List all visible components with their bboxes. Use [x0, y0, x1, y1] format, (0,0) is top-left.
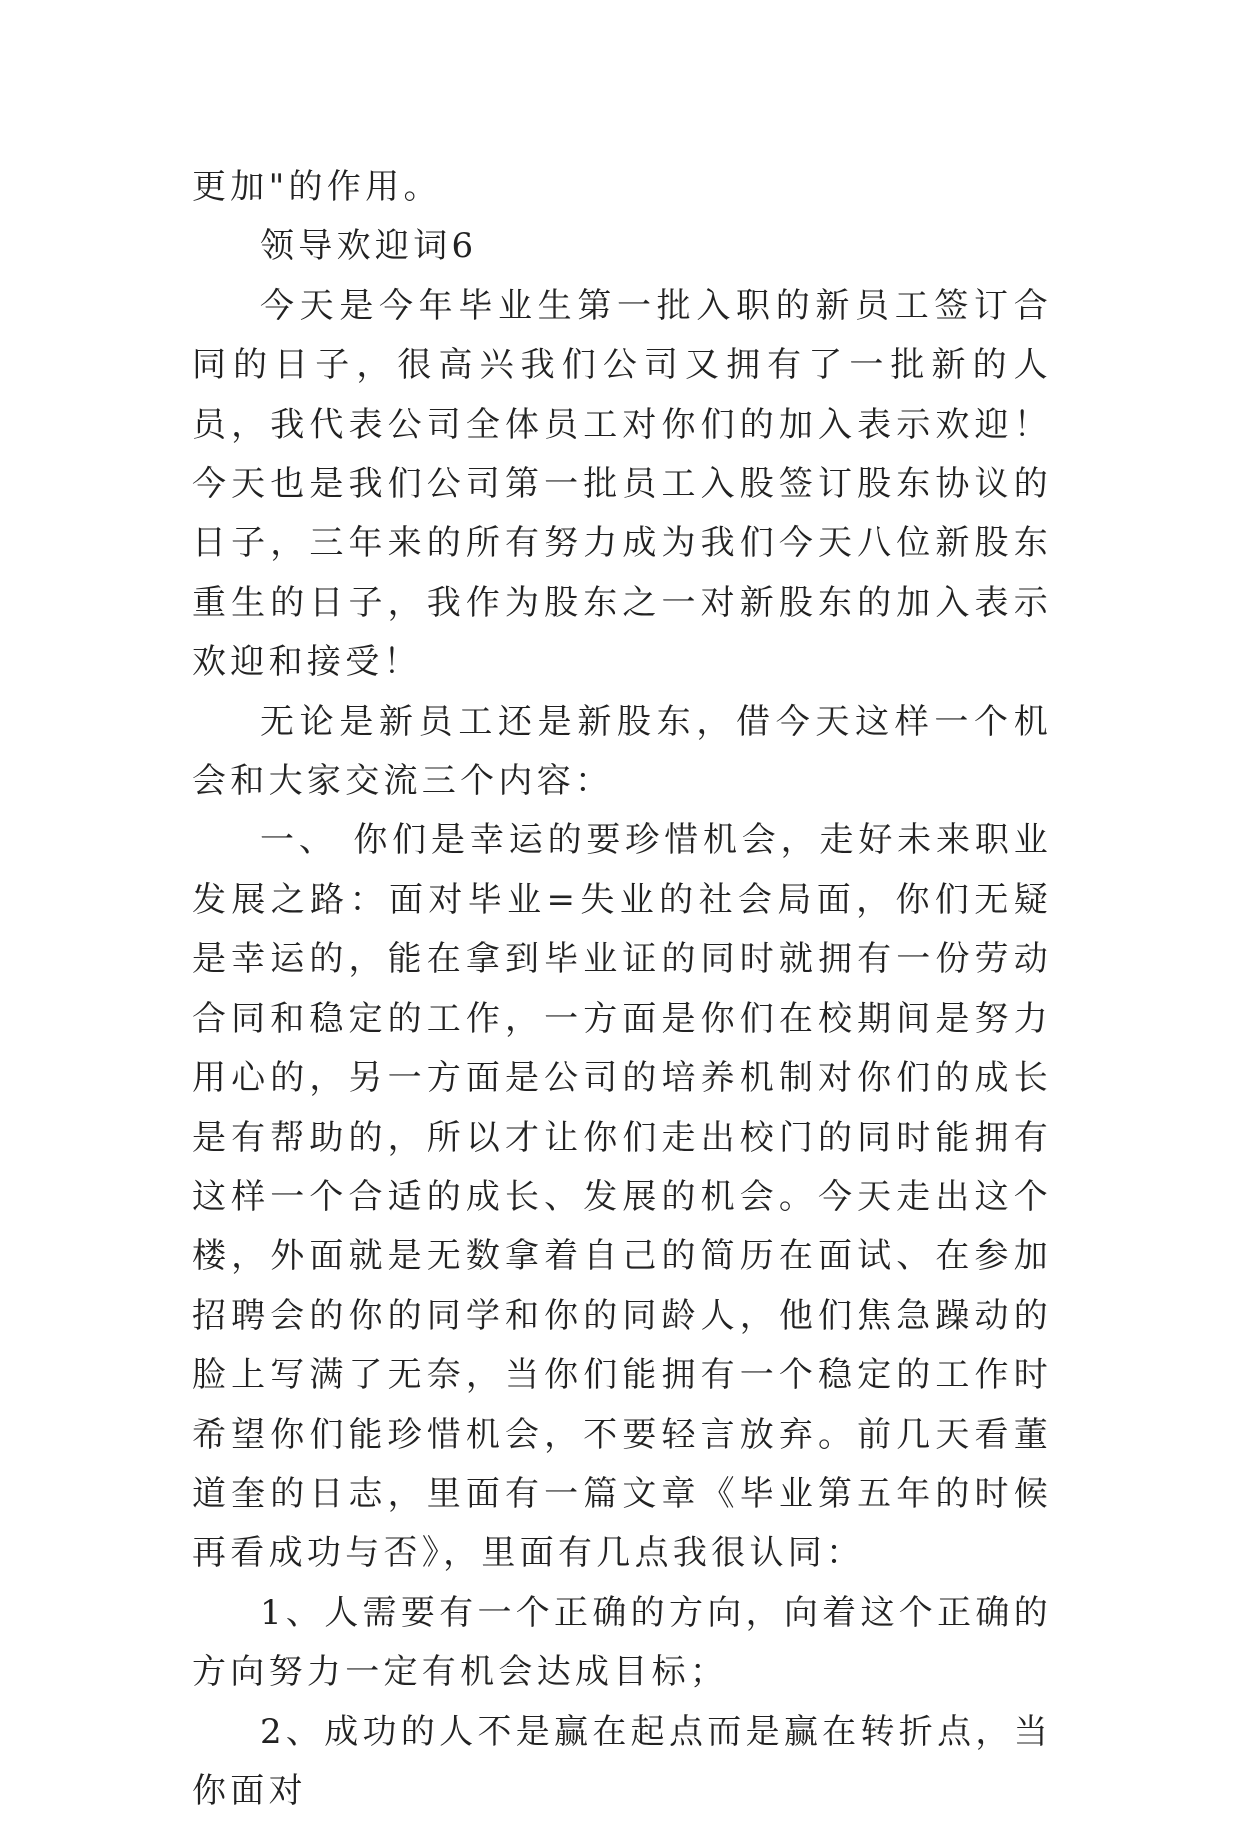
list-item: 2、成功的人不是赢在起点而是赢在转折点，当你面对 [192, 1711, 1052, 1811]
paragraph-continuation: 更加"的作用。 [192, 167, 442, 207]
paragraph: 今天是今年毕业生第一批入职的新员工签订合同的日子，很高兴我们公司又拥有了一批新的人员，我代表公司全体员工对你们的加入表示欢迎！今天也是我们公司第一批员工入股签订股东协议的日子，三年来的所有努力成为我们今天八位新股东重生的日子，我作为股东之一对新股东的加入表示欢迎和接受！ [192, 285, 1052, 683]
list-item: 1、人需要有一个正确的方向，向着这个正确的方向努力一定有机会达成目标； [192, 1592, 1052, 1693]
paragraph: 一、 你们是幸运的要珍惜机会，走好未来职业发展之路：面对毕业=失业的社会局面，你们无疑是幸运的，能在拿到毕业证的同时就拥有一份劳动合同和稳定的工作，一方面是你们在校期间是努力用心的，另一方面是公司的培养机制对你们的成长是有帮助的，所以才让你们走出校门的同时能拥有这样一个合适的成长、发展的机会。今天走出这个楼，外面就是无数拿着自己的简历在面试、在参加招聘会的你的同学和你的同龄人，他们焦急躁动的脸上写满了无奈，当你们能拥有一个稳定的工作时希望你们能珍惜机会，不要轻言放弃。前几天看董道奎的日志，里面有一篇文章《毕业第五年的时候再看成功与否》，里面有几点我很认同： [192, 820, 1052, 1574]
paragraph: 无论是新员工还是新股东，借今天这样一个机会和大家交流三个内容： [192, 701, 1052, 802]
document-body [192, 158, 1052, 1821]
section-heading: 领导欢迎词6 [260, 226, 478, 267]
